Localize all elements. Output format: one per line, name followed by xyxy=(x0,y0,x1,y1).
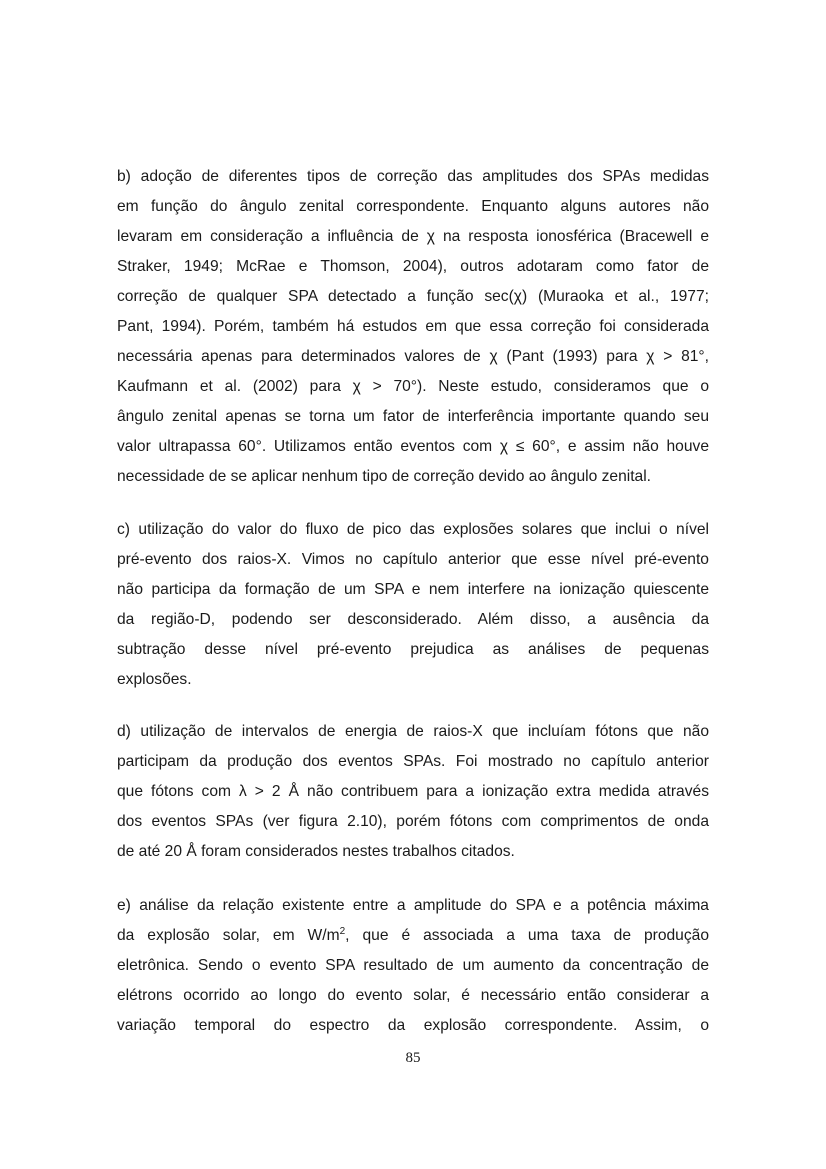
text-fragment: , que é associada a uma taxa de produção xyxy=(345,927,709,944)
text-fragment: da explosão solar, em W/m xyxy=(117,927,340,944)
text-line: explosões. xyxy=(117,671,192,688)
text-line: pré-evento dos raios-X. Vimos no capítulo anterior que esse nível pré-evento xyxy=(117,551,709,568)
text-line: valor ultrapassa 60°. Utilizamos então eventos com χ ≤ 60°, e assim não houve xyxy=(117,438,709,455)
text-line: d) utilização de intervalos de energia de raios-X que incluíam fótons que não xyxy=(117,723,709,740)
text-line: participam da produção dos eventos SPAs. Foi mostrado no capítulo anterior xyxy=(117,753,709,770)
text-line: correção de qualquer SPA detectado a função sec(χ) (Muraoka et al., 1977; xyxy=(117,288,709,305)
text-line: da região-D, podendo ser desconsiderado. Além disso, a ausência da xyxy=(117,611,709,628)
text-line: eletrônica. Sendo o evento SPA resultado de um aumento da concentração de xyxy=(117,957,709,974)
superscript: 2 xyxy=(339,926,346,937)
paragraph-c xyxy=(117,515,709,695)
paragraph-e xyxy=(117,891,709,1041)
text-line: Pant, 1994). Porém, também há estudos em que essa correção foi considerada xyxy=(117,318,709,335)
text-line: necessidade de se aplicar nenhum tipo de correção devido ao ângulo zenital. xyxy=(117,468,652,485)
text-line: ângulo zenital apenas se torna um fator de interferência importante quando seu xyxy=(117,408,709,425)
text-line: e) análise da relação existente entre a amplitude do SPA e a potência máxima xyxy=(117,897,709,914)
page-number: 85 xyxy=(405,1050,421,1066)
paragraph-d xyxy=(117,717,709,867)
text-line: b) adoção de diferentes tipos de correção das amplitudes dos SPAs medidas xyxy=(117,168,709,185)
text-line: que fótons com λ > 2 Å não contribuem para a ionização extra medida através xyxy=(117,783,709,800)
text-line: subtração desse nível pré-evento prejudica as análises de pequenas xyxy=(117,641,709,658)
text-line: levaram em consideração a influência de χ na resposta ionosférica (Bracewell e xyxy=(117,228,709,245)
text-line: c) utilização do valor do fluxo de pico das explosões solares que inclui o nível xyxy=(117,521,709,538)
text-line: Kaufmann et al. (2002) para χ > 70°). Neste estudo, consideramos que o xyxy=(117,378,709,395)
text-line: necessária apenas para determinados valores de χ (Pant (1993) para χ > 81°, xyxy=(117,348,709,365)
text-line: não participa da formação de um SPA e nem interfere na ionização quiescente xyxy=(117,581,709,598)
text-line: dos eventos SPAs (ver figura 2.10), porém fótons com comprimentos de onda xyxy=(117,813,709,830)
text-line: em função do ângulo zenital correspondente. Enquanto alguns autores não xyxy=(117,198,709,215)
paragraph-b xyxy=(117,162,709,492)
text-line: variação temporal do espectro da explosão correspondente. Assim, o xyxy=(117,1017,709,1034)
text-line: de até 20 Å foram considerados nestes trabalhos citados. xyxy=(117,843,515,860)
text-line: elétrons ocorrido ao longo do evento solar, é necessário então considerar a xyxy=(117,987,709,1004)
text-line: Straker, 1949; McRae e Thomson, 2004), outros adotaram como fator de xyxy=(117,258,709,275)
text-line xyxy=(117,921,709,951)
